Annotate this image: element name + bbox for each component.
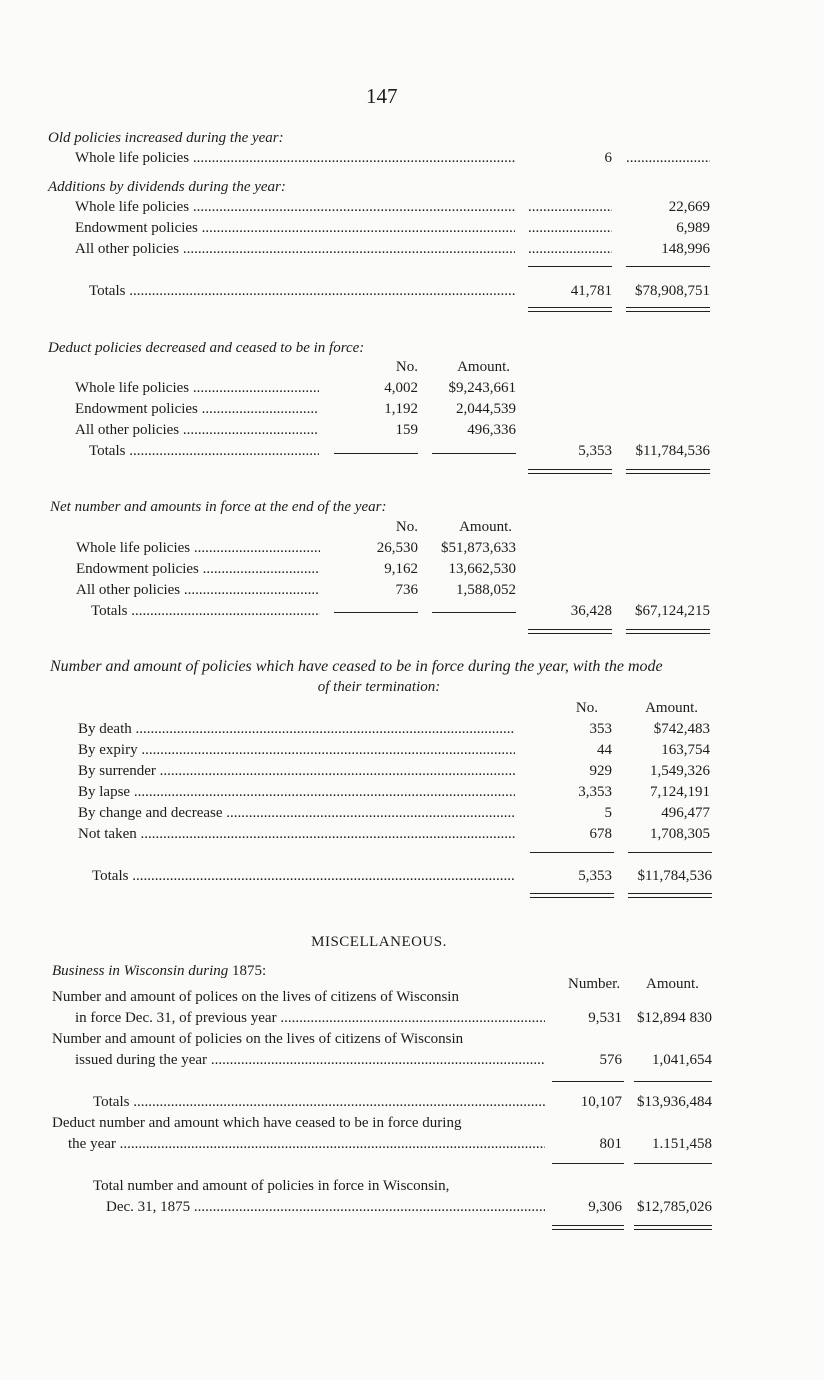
ceased-row-amount: 7,124,191 — [650, 784, 710, 800]
misc-row4-no: 9,306 — [588, 1199, 622, 1215]
net-totals-label: Totals ..... — [91, 603, 320, 620]
deduct-row-label: All other policies ..... — [75, 422, 319, 439]
additions-row-amount: 148,996 — [661, 241, 710, 257]
ceased-totals-no: 5,353 — [578, 868, 612, 884]
ceased-totals-amount: $11,784,536 — [637, 868, 712, 884]
deduct-double-rule-no — [528, 469, 612, 474]
deduct-row-no: 4,002 — [384, 380, 418, 396]
ceased-row-no: 678 — [589, 826, 612, 842]
additions-row-amount: 6,989 — [676, 220, 710, 236]
deduct-totals-amount: $11,784,536 — [635, 443, 710, 459]
deduct-totals-label: Totals ..... — [89, 443, 319, 460]
ceased-row-label: By death ..... — [78, 721, 515, 738]
misc-col-amount: Amount. — [646, 976, 699, 992]
net-row-label: All other policies ..... — [76, 582, 320, 599]
misc-subtitle — [52, 963, 266, 980]
misc-heading: MISCELLANEOUS. — [311, 934, 447, 950]
additions-double-rule-no — [528, 307, 612, 312]
old-whole-life-amount-dots — [626, 150, 710, 167]
deduct-col-amount: Amount. — [457, 359, 510, 375]
additions-totals-no: 41,781 — [570, 283, 612, 299]
misc-row2-line2: issued during the year ..... — [75, 1052, 545, 1069]
deduct-double-rule-amount — [626, 469, 710, 474]
deduct-row-no: 1,192 — [384, 401, 418, 417]
misc-row3-no: 801 — [599, 1136, 622, 1152]
ceased-title-line1: Number and amount of policies which have ceased to be in force during the year, with the mode — [50, 658, 663, 675]
net-double-rule-no — [528, 629, 612, 634]
deduct-title: Deduct policies decreased and ceased to be in force: — [48, 340, 365, 356]
net-row-no: 26,530 — [376, 540, 418, 556]
misc-row3-line1: Deduct number and amount which have ceased to be in force during — [52, 1115, 462, 1131]
additions-row-no-dots — [528, 241, 612, 258]
net-double-rule-amount — [626, 629, 710, 634]
deduct-row-amount: 2,044,539 — [456, 401, 516, 417]
net-col-no: No. — [395, 519, 418, 535]
net-row-amount: 1,588,052 — [456, 582, 516, 598]
ceased-rule-amount — [628, 852, 712, 853]
additions-rule-no — [528, 266, 612, 267]
ceased-col-no: No. — [575, 700, 598, 716]
net-row-label: Endowment policies ..... — [76, 561, 320, 578]
deduct-rule-amount — [432, 453, 516, 454]
net-totals-amount: $67,124,215 — [635, 603, 710, 619]
page-number: 147 — [366, 84, 398, 108]
net-rule-amount — [432, 612, 516, 613]
ceased-row-no: 929 — [589, 763, 612, 779]
ceased-title-line2: of their termination: — [317, 679, 441, 695]
misc-row4-line2: Dec. 31, 1875 ..... — [106, 1199, 545, 1216]
misc-totals-amount: $13,936,484 — [637, 1094, 712, 1110]
net-title: Net number and amounts in force at the end of the year: — [50, 499, 387, 515]
deduct-rule-no — [334, 453, 418, 454]
misc-rule-amount — [634, 1081, 712, 1082]
ceased-row-label: By surrender ..... — [78, 763, 515, 780]
ceased-row-no: 5 — [604, 805, 612, 821]
deduct-row-no: 159 — [395, 422, 418, 438]
misc-row3-line2: the year ..... — [68, 1136, 545, 1153]
misc-row4-line1: Total number and amount of policies in force in Wisconsin, — [93, 1178, 450, 1194]
additions-totals-amount: $78,908,751 — [635, 283, 710, 299]
ceased-row-label: By expiry ..... — [78, 742, 515, 759]
additions-row-label: All other policies ..... — [75, 241, 515, 258]
misc-row1-amount: $12,894 830 — [637, 1010, 712, 1026]
net-rule-no — [334, 612, 418, 613]
ceased-row-label: Not taken ..... — [78, 826, 515, 843]
misc-row1-line1: Number and amount of polices on the lives of citizens of Wisconsin — [52, 989, 459, 1005]
net-row-amount: $51,873,633 — [441, 540, 516, 556]
ceased-row-amount: $742,483 — [653, 721, 710, 737]
misc-row1-line2: in force Dec. 31, of previous year ..... — [75, 1010, 545, 1027]
misc-double-rule-amount — [634, 1225, 712, 1230]
old-policies-title: Old policies increased during the year: — [48, 130, 284, 146]
additions-row-label: Whole life policies ..... — [75, 199, 515, 216]
deduct-row-amount: $9,243,661 — [448, 380, 516, 396]
misc-row2-line1: Number and amount of policies on the lives of citizens of Wisconsin — [52, 1031, 464, 1047]
ceased-row-label: By change and decrease ..... — [78, 805, 515, 822]
additions-rule-amount — [626, 266, 710, 267]
misc-totals-label: Totals ..... — [93, 1094, 545, 1111]
misc-col-number: Number. — [568, 976, 621, 992]
ceased-rule-no — [530, 852, 614, 853]
net-col-amount: Amount. — [459, 519, 512, 535]
ceased-row-no: 353 — [589, 721, 612, 737]
ceased-row-no: 44 — [597, 742, 612, 758]
additions-title: Additions by dividends during the year: — [48, 179, 286, 195]
misc-rule2-amount — [634, 1163, 712, 1164]
misc-row4-amount: $12,785,026 — [637, 1199, 712, 1215]
misc-totals-no: 10,107 — [580, 1094, 622, 1110]
misc-subtitle-italic: Business in Wisconsin during — [52, 963, 229, 979]
deduct-col-no: No. — [395, 359, 418, 375]
ceased-double-rule-no — [530, 893, 614, 898]
misc-rule-no — [552, 1081, 624, 1082]
deduct-row-label: Endowment policies ..... — [75, 401, 319, 418]
ceased-row-no: 3,353 — [578, 784, 612, 800]
additions-row-no-dots — [528, 199, 612, 216]
misc-rule2-no — [552, 1163, 624, 1164]
net-row-no: 736 — [395, 582, 418, 598]
net-row-no: 9,162 — [384, 561, 418, 577]
additions-row-no-dots — [528, 220, 612, 237]
old-whole-life-label: Whole life policies ..... — [75, 150, 515, 167]
net-row-label: Whole life policies ..... — [76, 540, 320, 557]
additions-totals-label: Totals ..... — [89, 283, 515, 300]
ceased-row-amount: 163,754 — [661, 742, 710, 758]
net-totals-no: 36,428 — [570, 603, 612, 619]
misc-subtitle-year: 1875: — [232, 963, 267, 979]
deduct-totals-no: 5,353 — [578, 443, 612, 459]
ceased-row-amount: 1,708,305 — [650, 826, 710, 842]
deduct-row-amount: 496,336 — [467, 422, 516, 438]
ceased-row-label: By lapse ..... — [78, 784, 515, 801]
misc-row2-no: 576 — [599, 1052, 622, 1068]
ceased-row-amount: 1,549,326 — [650, 763, 710, 779]
ceased-row-amount: 496,477 — [661, 805, 710, 821]
additions-row-label: Endowment policies ..... — [75, 220, 515, 237]
ceased-totals-label: Totals ..... — [92, 868, 515, 885]
misc-row3-amount: 1.151,458 — [652, 1136, 712, 1152]
deduct-row-label: Whole life policies ..... — [75, 380, 319, 397]
ceased-col-amount: Amount. — [645, 700, 698, 716]
old-whole-life-no: 6 — [604, 150, 612, 166]
misc-double-rule-no — [552, 1225, 624, 1230]
ceased-double-rule-amount — [628, 893, 712, 898]
misc-row1-no: 9,531 — [588, 1010, 622, 1026]
net-row-amount: 13,662,530 — [448, 561, 516, 577]
additions-row-amount: 22,669 — [668, 199, 710, 215]
misc-row2-amount: 1,041,654 — [652, 1052, 712, 1068]
additions-double-rule-amount — [626, 307, 710, 312]
